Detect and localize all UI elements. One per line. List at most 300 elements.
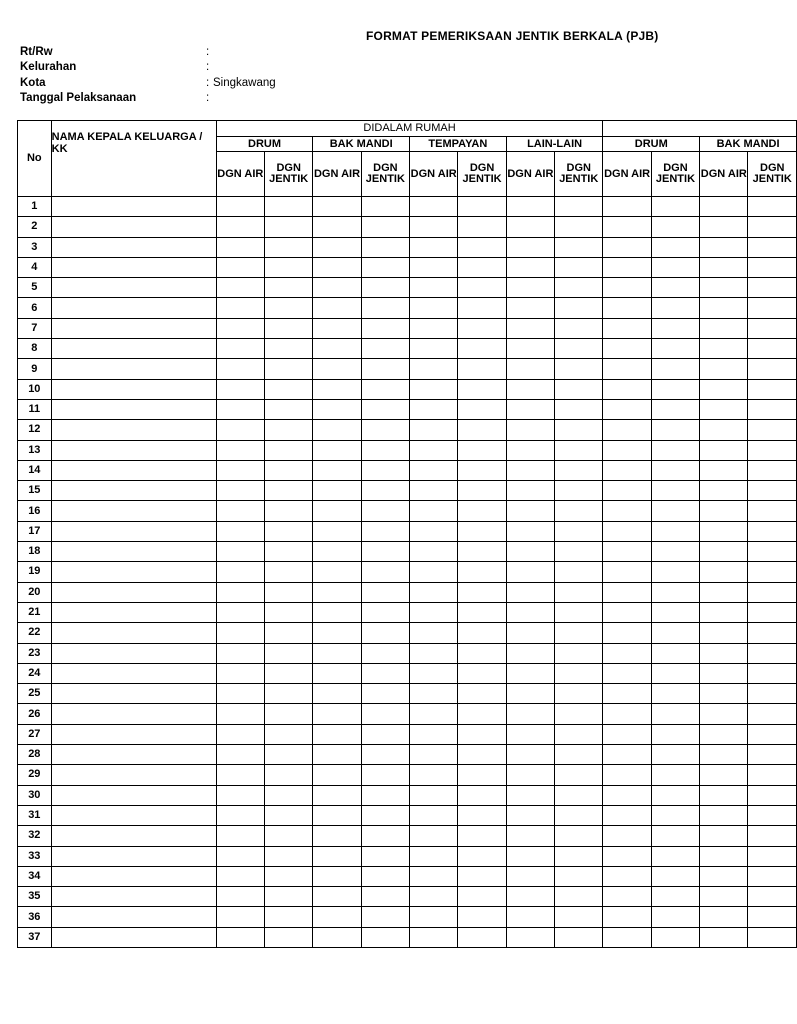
cell-nama-kk[interactable] [51,745,216,765]
cell-dgn-air[interactable] [410,278,458,298]
cell-dgn-air[interactable] [700,481,748,501]
cell-dgn-jentik[interactable] [458,501,506,521]
cell-dgn-jentik[interactable] [361,542,409,562]
cell-dgn-air[interactable] [216,745,264,765]
cell-dgn-jentik[interactable] [555,582,603,602]
cell-nama-kk[interactable] [51,501,216,521]
cell-dgn-air[interactable] [313,684,361,704]
cell-dgn-air[interactable] [700,501,748,521]
cell-dgn-jentik[interactable] [361,745,409,765]
cell-dgn-jentik[interactable] [555,846,603,866]
cell-dgn-air[interactable] [700,643,748,663]
cell-dgn-jentik[interactable] [458,481,506,501]
cell-dgn-jentik[interactable] [651,501,699,521]
cell-dgn-air[interactable] [313,318,361,338]
cell-dgn-jentik[interactable] [265,643,313,663]
cell-dgn-air[interactable] [216,704,264,724]
cell-dgn-jentik[interactable] [265,927,313,947]
cell-dgn-jentik[interactable] [361,359,409,379]
cell-dgn-air[interactable] [410,846,458,866]
cell-dgn-air[interactable] [216,359,264,379]
cell-dgn-air[interactable] [506,521,554,541]
cell-dgn-jentik[interactable] [361,257,409,277]
cell-dgn-jentik[interactable] [458,745,506,765]
cell-dgn-air[interactable] [216,846,264,866]
cell-dgn-jentik[interactable] [265,826,313,846]
cell-dgn-jentik[interactable] [651,257,699,277]
cell-dgn-air[interactable] [313,623,361,643]
cell-dgn-jentik[interactable] [361,785,409,805]
cell-dgn-air[interactable] [410,562,458,582]
cell-dgn-jentik[interactable] [748,927,797,947]
cell-dgn-jentik[interactable] [265,907,313,927]
cell-dgn-air[interactable] [603,745,651,765]
cell-dgn-air[interactable] [700,217,748,237]
cell-dgn-air[interactable] [216,278,264,298]
cell-dgn-jentik[interactable] [651,765,699,785]
cell-dgn-jentik[interactable] [555,237,603,257]
cell-dgn-air[interactable] [216,521,264,541]
cell-dgn-air[interactable] [603,907,651,927]
cell-dgn-air[interactable] [506,826,554,846]
cell-dgn-jentik[interactable] [265,460,313,480]
cell-dgn-jentik[interactable] [361,684,409,704]
cell-dgn-air[interactable] [603,278,651,298]
cell-dgn-air[interactable] [216,298,264,318]
cell-dgn-jentik[interactable] [265,684,313,704]
cell-dgn-air[interactable] [603,765,651,785]
cell-dgn-air[interactable] [216,420,264,440]
cell-dgn-air[interactable] [506,663,554,683]
cell-dgn-air[interactable] [506,765,554,785]
cell-dgn-jentik[interactable] [748,907,797,927]
cell-dgn-air[interactable] [506,339,554,359]
cell-dgn-jentik[interactable] [265,623,313,643]
cell-dgn-air[interactable] [700,602,748,622]
cell-dgn-air[interactable] [506,805,554,825]
cell-dgn-jentik[interactable] [361,379,409,399]
cell-nama-kk[interactable] [51,582,216,602]
cell-dgn-jentik[interactable] [651,197,699,217]
cell-dgn-jentik[interactable] [748,399,797,419]
cell-dgn-air[interactable] [603,562,651,582]
cell-dgn-air[interactable] [216,318,264,338]
cell-dgn-jentik[interactable] [458,460,506,480]
cell-nama-kk[interactable] [51,866,216,886]
cell-dgn-air[interactable] [410,359,458,379]
cell-dgn-air[interactable] [313,420,361,440]
cell-dgn-air[interactable] [506,745,554,765]
cell-dgn-jentik[interactable] [555,399,603,419]
cell-dgn-air[interactable] [603,257,651,277]
cell-dgn-jentik[interactable] [651,623,699,643]
cell-dgn-jentik[interactable] [748,704,797,724]
cell-dgn-air[interactable] [506,481,554,501]
cell-dgn-jentik[interactable] [361,562,409,582]
cell-dgn-air[interactable] [506,237,554,257]
cell-dgn-air[interactable] [410,542,458,562]
cell-dgn-air[interactable] [410,582,458,602]
cell-dgn-jentik[interactable] [555,785,603,805]
cell-nama-kk[interactable] [51,257,216,277]
cell-dgn-jentik[interactable] [651,887,699,907]
cell-dgn-air[interactable] [216,643,264,663]
cell-dgn-jentik[interactable] [458,805,506,825]
cell-dgn-air[interactable] [216,927,264,947]
cell-dgn-air[interactable] [313,724,361,744]
cell-dgn-air[interactable] [410,399,458,419]
cell-dgn-jentik[interactable] [458,826,506,846]
cell-dgn-jentik[interactable] [748,582,797,602]
cell-dgn-jentik[interactable] [748,197,797,217]
cell-dgn-jentik[interactable] [361,440,409,460]
cell-dgn-jentik[interactable] [458,359,506,379]
cell-dgn-jentik[interactable] [265,318,313,338]
cell-nama-kk[interactable] [51,846,216,866]
cell-nama-kk[interactable] [51,237,216,257]
cell-dgn-jentik[interactable] [458,887,506,907]
cell-dgn-jentik[interactable] [748,663,797,683]
cell-dgn-jentik[interactable] [265,420,313,440]
cell-dgn-jentik[interactable] [361,704,409,724]
cell-dgn-jentik[interactable] [555,907,603,927]
cell-dgn-air[interactable] [603,684,651,704]
cell-dgn-jentik[interactable] [555,278,603,298]
cell-dgn-jentik[interactable] [651,907,699,927]
cell-nama-kk[interactable] [51,399,216,419]
cell-dgn-jentik[interactable] [265,399,313,419]
cell-dgn-air[interactable] [410,420,458,440]
cell-dgn-jentik[interactable] [748,298,797,318]
cell-dgn-jentik[interactable] [748,643,797,663]
cell-dgn-jentik[interactable] [361,460,409,480]
cell-dgn-jentik[interactable] [748,359,797,379]
cell-dgn-air[interactable] [506,866,554,886]
cell-dgn-jentik[interactable] [651,663,699,683]
cell-dgn-air[interactable] [410,765,458,785]
cell-dgn-air[interactable] [410,602,458,622]
cell-dgn-air[interactable] [216,826,264,846]
cell-dgn-jentik[interactable] [651,724,699,744]
cell-dgn-air[interactable] [216,562,264,582]
cell-dgn-air[interactable] [700,866,748,886]
cell-nama-kk[interactable] [51,785,216,805]
cell-dgn-jentik[interactable] [265,440,313,460]
cell-dgn-jentik[interactable] [458,542,506,562]
cell-dgn-air[interactable] [603,521,651,541]
cell-dgn-air[interactable] [216,623,264,643]
cell-nama-kk[interactable] [51,440,216,460]
cell-dgn-air[interactable] [506,785,554,805]
cell-dgn-jentik[interactable] [748,745,797,765]
cell-dgn-jentik[interactable] [361,643,409,663]
cell-dgn-air[interactable] [410,907,458,927]
cell-dgn-air[interactable] [700,805,748,825]
cell-dgn-jentik[interactable] [361,907,409,927]
cell-dgn-jentik[interactable] [555,643,603,663]
cell-dgn-jentik[interactable] [651,826,699,846]
cell-dgn-air[interactable] [313,339,361,359]
cell-dgn-air[interactable] [700,542,748,562]
cell-dgn-air[interactable] [216,237,264,257]
cell-dgn-jentik[interactable] [651,866,699,886]
cell-dgn-jentik[interactable] [651,318,699,338]
cell-dgn-air[interactable] [410,217,458,237]
cell-dgn-air[interactable] [313,663,361,683]
cell-dgn-air[interactable] [700,379,748,399]
cell-dgn-air[interactable] [313,521,361,541]
cell-dgn-jentik[interactable] [361,278,409,298]
cell-dgn-air[interactable] [410,298,458,318]
cell-dgn-jentik[interactable] [458,663,506,683]
cell-dgn-air[interactable] [313,887,361,907]
cell-dgn-air[interactable] [700,460,748,480]
cell-dgn-jentik[interactable] [748,420,797,440]
cell-dgn-jentik[interactable] [651,379,699,399]
cell-dgn-air[interactable] [313,785,361,805]
cell-dgn-jentik[interactable] [555,440,603,460]
cell-dgn-jentik[interactable] [555,887,603,907]
cell-dgn-air[interactable] [700,927,748,947]
cell-dgn-air[interactable] [410,623,458,643]
cell-dgn-air[interactable] [506,704,554,724]
cell-dgn-jentik[interactable] [458,197,506,217]
cell-dgn-air[interactable] [410,237,458,257]
cell-nama-kk[interactable] [51,724,216,744]
cell-dgn-air[interactable] [603,460,651,480]
cell-dgn-air[interactable] [700,562,748,582]
cell-nama-kk[interactable] [51,663,216,683]
cell-dgn-jentik[interactable] [555,460,603,480]
cell-dgn-air[interactable] [506,460,554,480]
cell-dgn-jentik[interactable] [555,318,603,338]
cell-dgn-air[interactable] [216,907,264,927]
cell-dgn-jentik[interactable] [555,501,603,521]
cell-dgn-air[interactable] [603,724,651,744]
cell-dgn-jentik[interactable] [458,582,506,602]
cell-dgn-air[interactable] [603,846,651,866]
cell-dgn-jentik[interactable] [748,339,797,359]
cell-dgn-air[interactable] [506,359,554,379]
cell-dgn-air[interactable] [313,237,361,257]
cell-dgn-jentik[interactable] [265,562,313,582]
cell-nama-kk[interactable] [51,379,216,399]
cell-nama-kk[interactable] [51,887,216,907]
cell-dgn-air[interactable] [700,684,748,704]
cell-dgn-air[interactable] [603,887,651,907]
cell-dgn-air[interactable] [313,745,361,765]
cell-nama-kk[interactable] [51,805,216,825]
cell-dgn-air[interactable] [216,257,264,277]
cell-dgn-jentik[interactable] [265,257,313,277]
cell-dgn-air[interactable] [603,602,651,622]
cell-dgn-jentik[interactable] [265,359,313,379]
cell-dgn-air[interactable] [506,318,554,338]
cell-dgn-jentik[interactable] [458,278,506,298]
cell-dgn-jentik[interactable] [555,745,603,765]
cell-dgn-air[interactable] [313,217,361,237]
cell-dgn-jentik[interactable] [361,399,409,419]
cell-dgn-jentik[interactable] [555,805,603,825]
cell-dgn-jentik[interactable] [748,217,797,237]
cell-dgn-jentik[interactable] [748,846,797,866]
cell-dgn-jentik[interactable] [458,562,506,582]
cell-dgn-jentik[interactable] [555,257,603,277]
cell-dgn-air[interactable] [603,704,651,724]
cell-dgn-jentik[interactable] [265,542,313,562]
cell-dgn-jentik[interactable] [458,623,506,643]
cell-dgn-jentik[interactable] [458,765,506,785]
cell-dgn-jentik[interactable] [361,826,409,846]
cell-dgn-jentik[interactable] [361,521,409,541]
cell-dgn-air[interactable] [216,866,264,886]
cell-dgn-jentik[interactable] [458,602,506,622]
cell-dgn-air[interactable] [313,643,361,663]
cell-dgn-jentik[interactable] [265,704,313,724]
cell-dgn-jentik[interactable] [265,602,313,622]
cell-dgn-jentik[interactable] [748,278,797,298]
cell-dgn-air[interactable] [313,765,361,785]
cell-dgn-jentik[interactable] [555,298,603,318]
cell-dgn-air[interactable] [700,887,748,907]
cell-nama-kk[interactable] [51,704,216,724]
cell-dgn-jentik[interactable] [458,704,506,724]
cell-dgn-jentik[interactable] [651,602,699,622]
cell-nama-kk[interactable] [51,927,216,947]
cell-dgn-jentik[interactable] [458,379,506,399]
cell-dgn-jentik[interactable] [555,197,603,217]
cell-dgn-jentik[interactable] [555,826,603,846]
cell-nama-kk[interactable] [51,623,216,643]
cell-dgn-jentik[interactable] [651,745,699,765]
cell-dgn-air[interactable] [506,298,554,318]
cell-dgn-jentik[interactable] [555,481,603,501]
cell-dgn-air[interactable] [506,684,554,704]
cell-dgn-jentik[interactable] [361,602,409,622]
cell-dgn-jentik[interactable] [265,866,313,886]
cell-dgn-air[interactable] [216,501,264,521]
cell-dgn-air[interactable] [410,927,458,947]
cell-dgn-jentik[interactable] [651,643,699,663]
cell-dgn-air[interactable] [506,602,554,622]
cell-nama-kk[interactable] [51,298,216,318]
cell-dgn-jentik[interactable] [458,684,506,704]
cell-dgn-air[interactable] [216,805,264,825]
cell-dgn-air[interactable] [313,481,361,501]
cell-dgn-jentik[interactable] [265,298,313,318]
cell-dgn-air[interactable] [313,460,361,480]
cell-dgn-jentik[interactable] [748,805,797,825]
cell-dgn-jentik[interactable] [651,481,699,501]
cell-dgn-air[interactable] [506,440,554,460]
cell-dgn-jentik[interactable] [458,643,506,663]
cell-dgn-jentik[interactable] [651,359,699,379]
cell-dgn-air[interactable] [603,643,651,663]
cell-dgn-air[interactable] [603,339,651,359]
cell-dgn-air[interactable] [216,663,264,683]
cell-dgn-jentik[interactable] [265,197,313,217]
cell-dgn-air[interactable] [700,298,748,318]
cell-dgn-jentik[interactable] [555,602,603,622]
cell-dgn-jentik[interactable] [651,298,699,318]
cell-dgn-jentik[interactable] [555,663,603,683]
cell-dgn-air[interactable] [216,197,264,217]
cell-dgn-air[interactable] [410,257,458,277]
cell-dgn-jentik[interactable] [651,440,699,460]
cell-nama-kk[interactable] [51,562,216,582]
cell-dgn-jentik[interactable] [651,420,699,440]
cell-dgn-air[interactable] [506,501,554,521]
cell-nama-kk[interactable] [51,420,216,440]
cell-dgn-air[interactable] [700,846,748,866]
cell-dgn-jentik[interactable] [265,582,313,602]
cell-nama-kk[interactable] [51,278,216,298]
cell-dgn-air[interactable] [313,907,361,927]
cell-dgn-jentik[interactable] [555,866,603,886]
cell-nama-kk[interactable] [51,481,216,501]
cell-dgn-air[interactable] [506,907,554,927]
cell-dgn-air[interactable] [216,440,264,460]
cell-dgn-air[interactable] [313,501,361,521]
cell-dgn-air[interactable] [410,785,458,805]
cell-dgn-air[interactable] [700,785,748,805]
cell-nama-kk[interactable] [51,907,216,927]
cell-nama-kk[interactable] [51,684,216,704]
cell-dgn-air[interactable] [410,501,458,521]
cell-dgn-air[interactable] [603,542,651,562]
cell-dgn-air[interactable] [700,765,748,785]
cell-dgn-air[interactable] [603,623,651,643]
cell-dgn-air[interactable] [216,399,264,419]
cell-dgn-jentik[interactable] [555,359,603,379]
cell-dgn-air[interactable] [506,399,554,419]
cell-dgn-air[interactable] [313,846,361,866]
cell-dgn-jentik[interactable] [748,623,797,643]
cell-dgn-jentik[interactable] [748,866,797,886]
cell-dgn-jentik[interactable] [748,684,797,704]
cell-dgn-air[interactable] [313,298,361,318]
cell-dgn-jentik[interactable] [265,237,313,257]
cell-dgn-air[interactable] [216,542,264,562]
cell-dgn-air[interactable] [410,197,458,217]
cell-dgn-air[interactable] [506,724,554,744]
cell-dgn-air[interactable] [506,887,554,907]
cell-dgn-air[interactable] [216,887,264,907]
cell-dgn-air[interactable] [603,399,651,419]
cell-dgn-air[interactable] [313,359,361,379]
cell-dgn-air[interactable] [700,257,748,277]
cell-dgn-jentik[interactable] [748,602,797,622]
cell-dgn-jentik[interactable] [265,745,313,765]
cell-dgn-jentik[interactable] [651,217,699,237]
cell-nama-kk[interactable] [51,339,216,359]
cell-dgn-air[interactable] [313,197,361,217]
cell-dgn-air[interactable] [313,826,361,846]
cell-dgn-air[interactable] [216,339,264,359]
cell-dgn-air[interactable] [216,582,264,602]
cell-dgn-air[interactable] [700,663,748,683]
cell-nama-kk[interactable] [51,765,216,785]
cell-nama-kk[interactable] [51,217,216,237]
cell-dgn-jentik[interactable] [651,542,699,562]
cell-dgn-jentik[interactable] [361,481,409,501]
cell-dgn-jentik[interactable] [458,339,506,359]
cell-dgn-air[interactable] [313,704,361,724]
cell-dgn-jentik[interactable] [361,927,409,947]
cell-dgn-air[interactable] [506,257,554,277]
cell-dgn-jentik[interactable] [458,237,506,257]
cell-dgn-jentik[interactable] [651,846,699,866]
